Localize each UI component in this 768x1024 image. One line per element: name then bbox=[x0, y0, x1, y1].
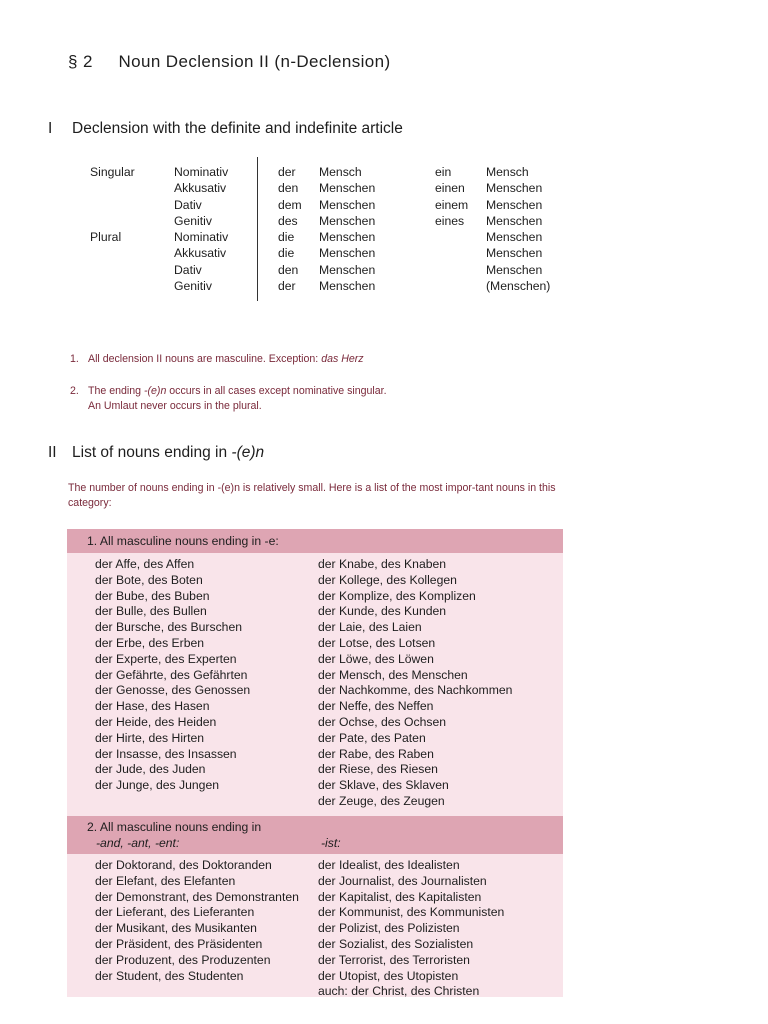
number-item: Singular bbox=[90, 165, 135, 179]
number-item bbox=[90, 197, 135, 213]
box-2-left-list bbox=[95, 858, 299, 984]
definite-noun-item: Menschen bbox=[319, 262, 376, 277]
indefinite-article-item: ein bbox=[435, 165, 452, 179]
box-1-heading-bar bbox=[67, 529, 563, 553]
note-2-line-2: An Umlaut never occurs in the plural. bbox=[88, 400, 262, 412]
box-1-left-item: der Experte, des Experten bbox=[95, 651, 237, 666]
definite-article-item: den bbox=[278, 181, 299, 196]
note-2 bbox=[70, 384, 387, 414]
number-item bbox=[90, 180, 135, 196]
part-2-heading bbox=[48, 444, 264, 462]
box-1-left-item: der Bursche, des Burschen bbox=[95, 620, 243, 635]
number-item bbox=[90, 262, 135, 278]
noun-list-box bbox=[67, 529, 563, 997]
case-item: Nominativ bbox=[174, 165, 229, 179]
box-2-left-item: der Musikant, des Musikanten bbox=[95, 921, 257, 936]
box-1-heading: 1. All masculine nouns ending in -e: bbox=[87, 534, 279, 548]
box-1-right-item: der Ochse, des Ochsen bbox=[318, 714, 447, 729]
definite-article-item: den bbox=[278, 262, 299, 277]
definite-noun-item: Menschen bbox=[319, 279, 376, 294]
indefinite-noun-item: Menschen bbox=[486, 230, 543, 245]
box-2-right-item: der Sozialist, des Sozialisten bbox=[318, 936, 474, 951]
indefinite-noun-item: Mensch bbox=[486, 165, 529, 179]
box-2-right-item: der Idealist, des Idealisten bbox=[318, 858, 460, 872]
note-2-text-b: occurs in all cases except nominative singular. bbox=[166, 385, 387, 397]
box-2-sub-left: -and, -ant, -ent: bbox=[96, 836, 180, 850]
indefinite-noun-item: Menschen bbox=[486, 246, 543, 261]
box-1-right-list bbox=[318, 557, 512, 810]
indefinite-noun-item: Menschen bbox=[486, 262, 543, 277]
note-1 bbox=[70, 352, 364, 367]
box-1-left-item: der Erbe, des Erben bbox=[95, 635, 205, 650]
case-item: Akkusativ bbox=[174, 181, 227, 196]
indefinite-noun-item: (Menschen) bbox=[486, 279, 551, 294]
section-title: § 2 Noun Declension II (n-Declension) bbox=[68, 52, 391, 71]
indefinite-article-item bbox=[435, 278, 468, 294]
note-1-number: 1. bbox=[70, 353, 79, 365]
indefinite-noun-column bbox=[486, 164, 550, 294]
definite-article-item: dem bbox=[278, 197, 302, 212]
box-1-right-item: der Mensch, des Menschen bbox=[318, 667, 468, 682]
case-column bbox=[174, 164, 228, 294]
box-1-right-item: der Zeuge, des Zeugen bbox=[318, 793, 445, 808]
indefinite-noun-item: Menschen bbox=[486, 197, 543, 212]
box-2-left-item: der Doktorand, des Doktoranden bbox=[95, 858, 272, 872]
note-2-text-a: The ending bbox=[88, 385, 144, 397]
definite-noun-item: Menschen bbox=[319, 181, 376, 196]
note-1-text: All declension II nouns are masculine. Exception: bbox=[88, 353, 322, 365]
box-2-right-item: der Polizist, des Polizisten bbox=[318, 921, 460, 936]
box-1-right-item: der Laie, des Laien bbox=[318, 620, 422, 635]
box-1-left-item: der Bulle, des Bullen bbox=[95, 604, 207, 619]
definite-noun-item: Mensch bbox=[319, 165, 362, 179]
box-2-heading-bar bbox=[67, 816, 563, 854]
definite-article-item: des bbox=[278, 213, 298, 228]
case-item: Dativ bbox=[174, 197, 202, 212]
box-1-left-item: der Junge, des Jungen bbox=[95, 778, 219, 793]
box-1-left-item: der Heide, des Heiden bbox=[95, 714, 217, 729]
definite-article-item: der bbox=[278, 165, 296, 179]
box-2-left-item: der Produzent, des Produzenten bbox=[95, 952, 271, 967]
part-1-heading bbox=[48, 120, 403, 138]
box-2-right-item: der Kommunist, des Kommunisten bbox=[318, 905, 505, 920]
indefinite-article-column bbox=[435, 164, 468, 294]
note-2-number: 2. bbox=[70, 385, 79, 397]
definite-noun-item: Menschen bbox=[319, 246, 376, 261]
box-2-right-item: der Utopist, des Utopisten bbox=[318, 968, 459, 983]
part-2-title-ending: -(e)n bbox=[231, 444, 265, 461]
definite-noun-item: Menschen bbox=[319, 197, 376, 212]
definite-article-item: die bbox=[278, 230, 295, 245]
box-2-right-item: der Journalist, des Journalisten bbox=[318, 873, 487, 888]
part-2-title: List of nouns ending in bbox=[72, 444, 232, 461]
box-1-right-item: der Kollege, des Kollegen bbox=[318, 572, 457, 587]
case-item: Genitiv bbox=[174, 279, 212, 294]
indefinite-article-item: einen bbox=[435, 181, 465, 196]
number-item: Plural bbox=[90, 230, 122, 245]
box-2-left-item: der Student, des Studenten bbox=[95, 968, 244, 983]
number-item bbox=[90, 213, 135, 229]
definite-noun-item: Menschen bbox=[319, 213, 376, 228]
part-1-title: Declension with the definite and indefinite article bbox=[72, 120, 403, 137]
box-1-left-list bbox=[95, 557, 250, 794]
box-1-left-item: der Jude, des Juden bbox=[95, 762, 206, 777]
box-2-left-item: der Lieferant, des Lieferanten bbox=[95, 905, 255, 920]
box-1-right-item: der Riese, des Riesen bbox=[318, 762, 438, 777]
box-2-right-item: auch: der Christ, des Christen bbox=[318, 984, 480, 997]
box-1-left-item: der Bote, des Boten bbox=[95, 572, 203, 587]
case-item: Akkusativ bbox=[174, 246, 227, 261]
intro-paragraph: The number of nouns ending in -(e)n is relatively small. Here is a list of the most impor-tant nouns in this category: bbox=[68, 482, 556, 509]
number-column bbox=[90, 164, 135, 294]
definite-article-item: der bbox=[278, 279, 296, 294]
box-2-right-list bbox=[318, 858, 504, 997]
part-1-number: I bbox=[48, 120, 53, 137]
definite-article-item: die bbox=[278, 246, 295, 261]
indefinite-noun-item: Menschen bbox=[486, 181, 543, 196]
indefinite-noun-item: Menschen bbox=[486, 213, 543, 228]
box-1-right-item: der Pate, des Paten bbox=[318, 730, 426, 745]
case-item: Nominativ bbox=[174, 230, 229, 245]
box-1-right-item: der Neffe, des Neffen bbox=[318, 699, 434, 714]
indefinite-article-item: eines bbox=[435, 213, 465, 228]
box-1-right-item: der Knabe, des Knaben bbox=[318, 557, 447, 571]
box-2-left-item: der Elefant, des Elefanten bbox=[95, 873, 236, 888]
table-divider bbox=[257, 157, 258, 301]
definite-noun-column bbox=[319, 164, 375, 294]
box-1-left-item: der Gefährte, des Gefährten bbox=[95, 667, 248, 682]
box-2-heading: 2. All masculine nouns ending in bbox=[87, 820, 262, 834]
box-2-left-item: der Demonstrant, des Demonstranten bbox=[95, 889, 299, 904]
box-1-right-item: der Nachkomme, des Nachkommen bbox=[318, 683, 513, 698]
indefinite-article-item bbox=[435, 245, 468, 261]
indefinite-article-item: einem bbox=[435, 197, 469, 212]
number-item bbox=[90, 245, 135, 261]
box-1-left-item: der Affe, des Affen bbox=[95, 557, 195, 571]
box-2-left-item: der Präsident, des Präsidenten bbox=[95, 936, 263, 951]
box-2-right-item: der Terrorist, des Terroristen bbox=[318, 952, 470, 967]
box-1-right-item: der Komplize, des Komplizen bbox=[318, 588, 476, 603]
case-item: Dativ bbox=[174, 262, 202, 277]
definite-noun-item: Menschen bbox=[319, 230, 376, 245]
number-item bbox=[90, 278, 135, 294]
box-1-left-item: der Insasse, des Insassen bbox=[95, 746, 237, 761]
box-1-right-item: der Lotse, des Lotsen bbox=[318, 635, 436, 650]
box-1-right-item: der Sklave, des Sklaven bbox=[318, 778, 449, 793]
indefinite-article-item bbox=[435, 229, 468, 245]
box-2-right-item: der Kapitalist, des Kapitalisten bbox=[318, 889, 482, 904]
indefinite-article-item bbox=[435, 262, 468, 278]
box-2-sub-right: -ist: bbox=[321, 836, 341, 850]
box-1-left-item: der Genosse, des Genossen bbox=[95, 683, 251, 698]
box-1-right-item: der Löwe, des Löwen bbox=[318, 651, 434, 666]
box-1-right-item: der Rabe, des Raben bbox=[318, 746, 434, 761]
box-1-left-item: der Bube, des Buben bbox=[95, 588, 210, 603]
note-2-ending: -(e)n bbox=[143, 385, 167, 397]
part-2-number: II bbox=[48, 444, 57, 461]
box-1-left-item: der Hase, des Hasen bbox=[95, 699, 210, 714]
case-item: Genitiv bbox=[174, 213, 212, 228]
box-1-right-item: der Kunde, des Kunden bbox=[318, 604, 447, 619]
note-1-exception: das Herz bbox=[321, 353, 364, 365]
definite-article-column bbox=[278, 164, 302, 294]
box-1-left-item: der Hirte, des Hirten bbox=[95, 730, 205, 745]
